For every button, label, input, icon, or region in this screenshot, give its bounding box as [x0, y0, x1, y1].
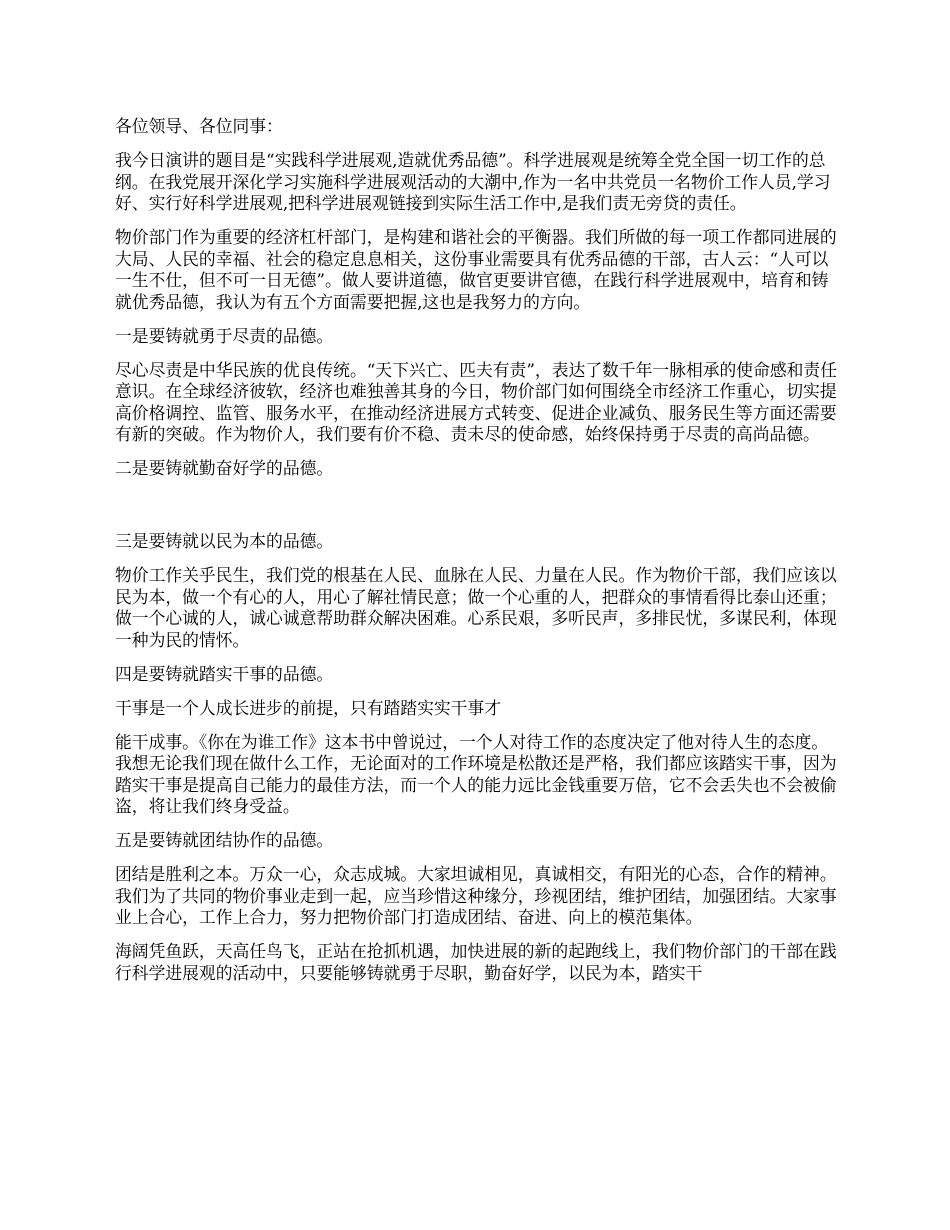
- point-four-heading: 四是要铸就踏实干事的品德。: [115, 663, 334, 684]
- intro-paragraph: 我今日演讲的题目是“实践科学进展观,造就优秀品德”。科学进展观是统筹全党全国一切工作的总纲。在我党展开深化学习实施科学进展观活动的大潮中,作为一名中共党员一名物价工作人员,学习好、实行好科学进展观,把科学进展观链接到实际生活工作中,是我们责无旁贷的责任。: [115, 150, 831, 213]
- blank-gap: [115, 492, 840, 531]
- point-three-heading: 三是要铸就以民为本的品德。: [115, 531, 334, 551]
- point-five-paragraph: 团结是胜利之本。万众一心，众志成城。大家坦诚相见，真诚相交，有阳光的心态，合作的精神。我们为了共同的物价事业走到一起，应当珍惜这种缘分，珍视团结，维护团结，加强团结。大家事业上合心，工作上合力，努力把物价部门打造成团结、奋进、向上的模范集体。: [115, 864, 837, 927]
- point-one-heading: 一是要铸就勇于尽责的品德。: [115, 325, 334, 346]
- closing-paragraph: 海阔凭鱼跃，天高任鸟飞，正站在抢抓机遇，加快进展的新的起跑线上，我们物价部门的干部在践行科学进展观的活动中，只要能够铸就勇于尽职，勤奋好学，以民为本，踏实干: [115, 941, 837, 983]
- context-paragraph: 物价部门作为重要的经济杠杆部门，是构建和谐社会的平衡器。我们所做的每一项工作都同进展的大局、人民的幸福、社会的稳定息息相关，这份事业需要具有优秀品德的干部，古人云：“人可以一生不仕，但不可一日无德”。做人要讲道德，做官更要讲官德，在践行科学进展观中，培育和铸就优秀品德，我认为有五个方面需要把握,这也是我努力的方向。: [115, 227, 837, 312]
- point-five-heading: 五是要铸就团结协作的品德。: [115, 830, 334, 850]
- point-three-paragraph: 物价工作关乎民生，我们党的根基在人民、血脉在人民、力量在人民。作为物价干部，我们应该以民为本，做一个有心的人，用心了解社情民意；做一个心重的人，把群众的事情看得比泰山还重；做一个心诚的人，诚心诚意帮助群众解决困难。心系民艰，多听民声，多排民忧，多谋民利，体现一种为民的情怀。: [115, 565, 837, 650]
- point-four-lead-line: 干事是一个人成长进步的前提，只有踏踏实实干事才: [115, 697, 501, 718]
- point-two-heading: 二是要铸就勤奋好学的品德。: [115, 458, 334, 478]
- salutation: 各位领导、各位同事：: [115, 116, 283, 136]
- point-four-paragraph: 能干成事。《你在为谁工作》这本书中曾说过，一个人对待工作的态度决定了他对待人生的态度。我想无论我们现在做什么工作，无论面对的工作环境是松散还是严格，我们都应该踏实干事，因为踏实干事是提高自己能力的最佳方法，而一个人的能力远比金钱重要万倍，它不会丢失也不会被偷盗，将让我们终身受益。: [115, 731, 837, 816]
- point-one-paragraph: 尽心尽责是中华民族的优良传统。“天下兴亡、匹夫有责”，表达了数千年一脉相承的使命感和责任意识。在全球经济彼软，经济也难独善其身的今日，物价部门如何围绕全市经济工作重心，切实提高价格调控、监管、服务水平，在推动经济进展方式转变、促进企业减负、服务民生等方面还需要有新的突破。作为物价人，我们要有价不稳、责未尽的使命感，始终保持勇于尽责的高尚品德。: [115, 359, 837, 444]
- document-body: [115, 116, 840, 997]
